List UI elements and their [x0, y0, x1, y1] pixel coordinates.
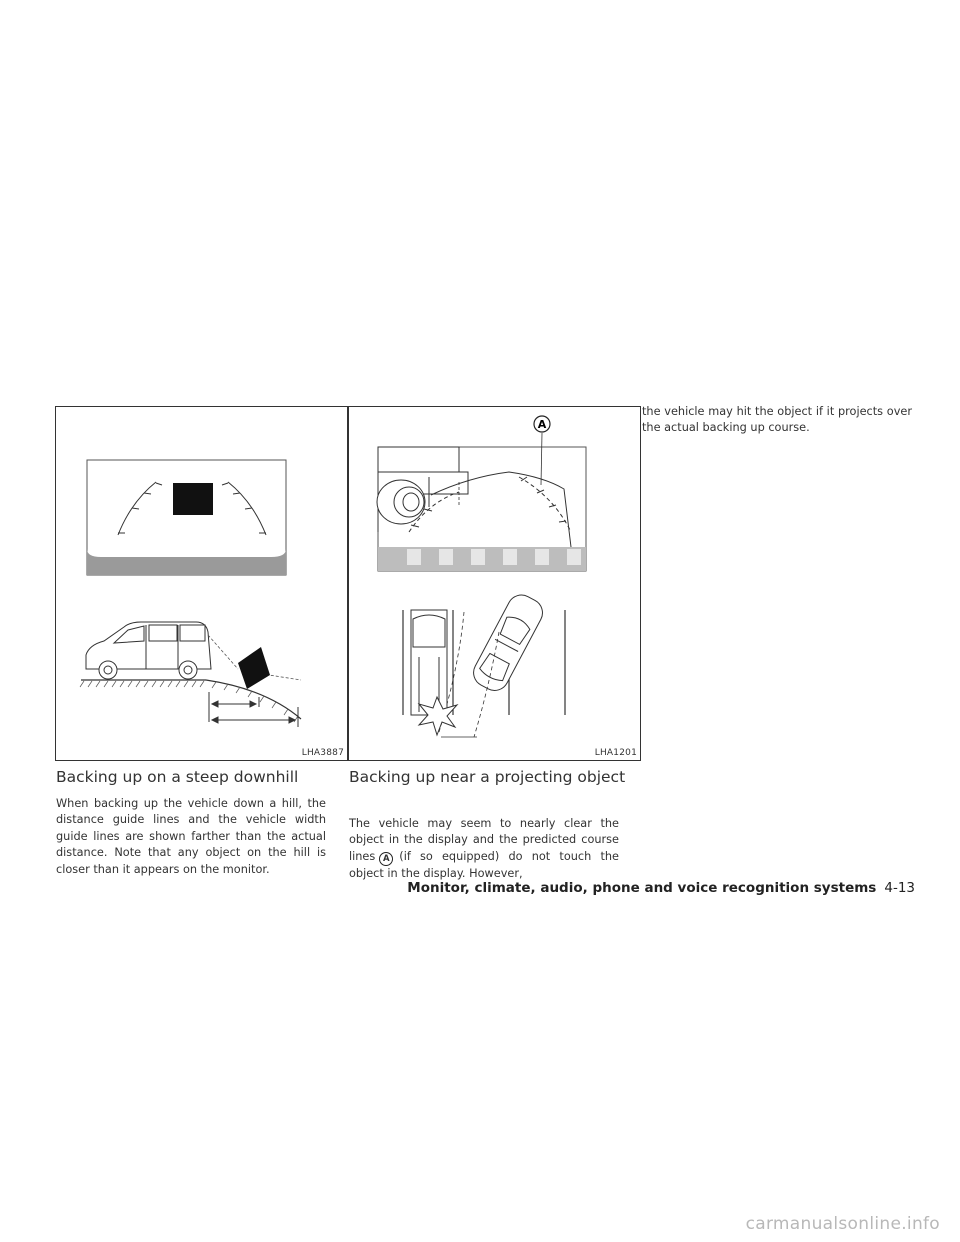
paragraph-text-before-callout: The vehicle may seem to nearly clear the object in the display and the predicted course lines — [349, 817, 619, 863]
figure-code: LHA1201 — [594, 748, 637, 758]
object-on-screen — [173, 483, 213, 515]
watermark: carmanualsonline.info — [745, 1214, 940, 1234]
footer-section-title: Monitor, climate, audio, phone and voice recognition systems — [407, 880, 877, 896]
callout-a-inline: A — [379, 852, 393, 866]
car-top-view — [469, 590, 548, 695]
callout-a-letter: A — [537, 418, 547, 431]
paragraph-continuation: the vehicle may hit the object if it projects over the actual backing up course. — [642, 405, 912, 435]
projecting-object-illustration — [349, 407, 642, 762]
page-footer — [407, 880, 915, 896]
section-heading-projecting-object: Backing up near a projecting object — [349, 768, 626, 786]
paragraph-steep-downhill: When backing up the vehicle down a hill, the distance guide lines and the vehicle width guide lines are shown farther than the actual distance. Note that any object on the hill is closer than it appears on the monitor. — [56, 797, 326, 876]
figure-steep-downhill — [55, 406, 348, 761]
section-heading-steep-downhill: Backing up on a steep downhill — [56, 768, 299, 786]
van-side-view — [86, 622, 211, 679]
downhill-illustration — [56, 407, 349, 762]
page-number: 4-13 — [884, 880, 915, 896]
ground-hatching — [80, 681, 298, 722]
distance-arrows — [209, 692, 298, 727]
object-on-hill — [238, 647, 270, 689]
hill-slope — [206, 680, 301, 719]
truck-top-view — [411, 610, 447, 715]
figure-code: LHA3887 — [301, 748, 344, 758]
figure-projecting-object — [348, 406, 641, 761]
paragraph-projecting-object — [349, 816, 619, 882]
paragraph-text-after-callout: (if so equipped) do not touch the object in the display. However, — [349, 849, 619, 880]
